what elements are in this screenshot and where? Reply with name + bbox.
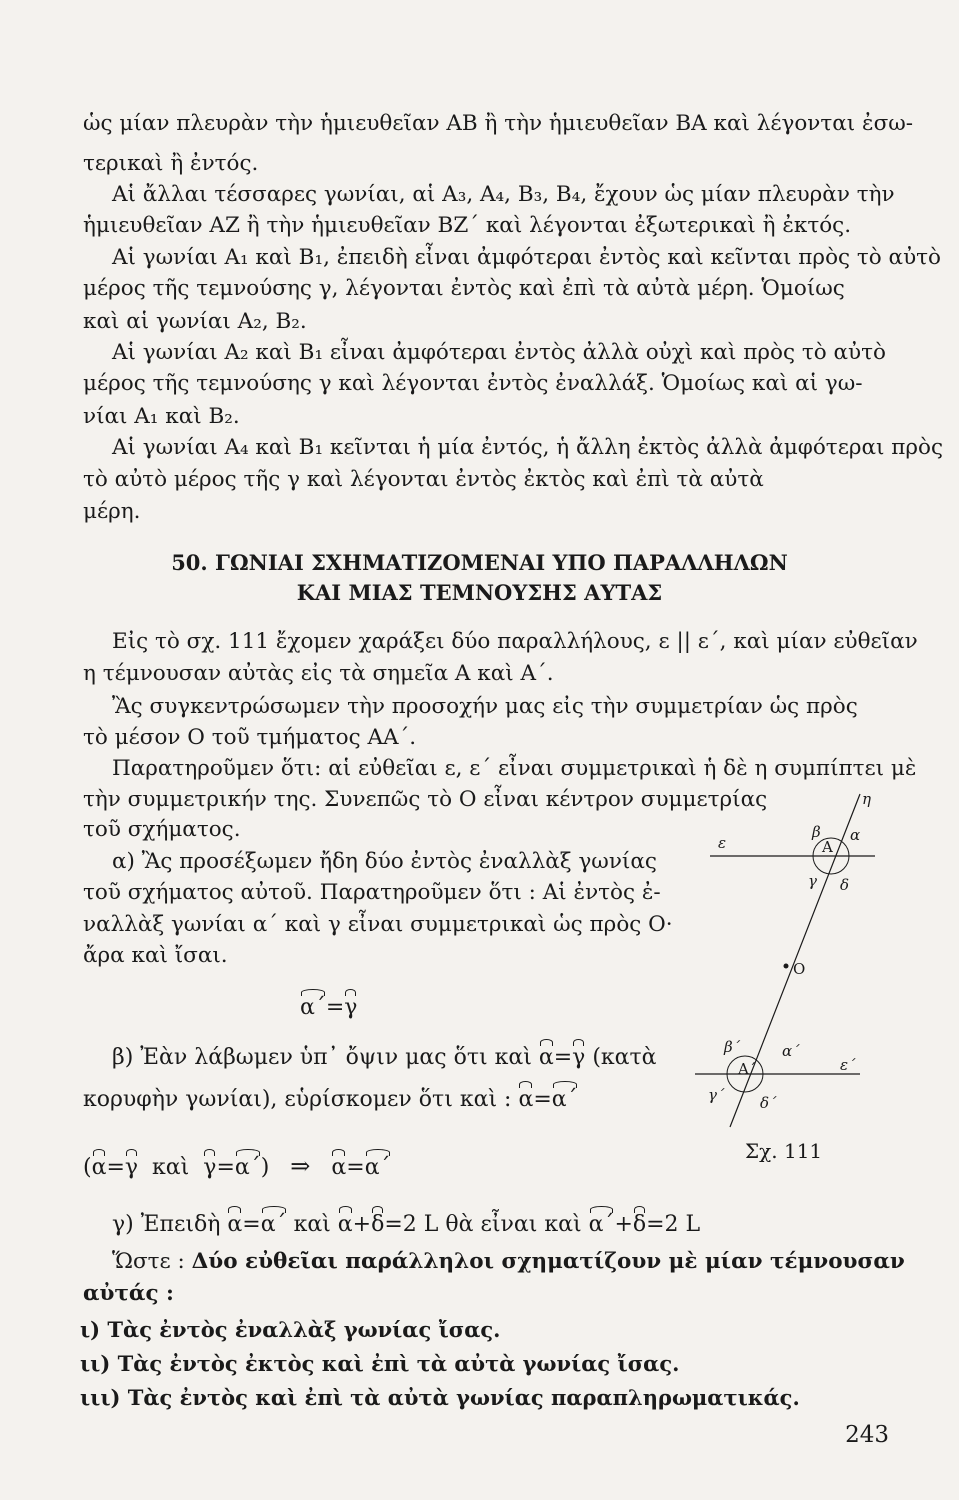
angle-symbol: γ (203, 1155, 217, 1180)
text-fragment: καὶ (152, 1155, 190, 1180)
conclusion-line: αὐτάς : (83, 1281, 174, 1306)
text-line: Αἱ γωνίαι Α₁ καὶ Β₁, ἐπειδὴ εἶναι ἀμφότεραι ἐντὸς καὶ κεῖνται πρὸς τὸ αὐτὸ (112, 245, 941, 270)
equation-beta: β) Ἐὰν λάβωμεν ὑπ᾽ ὄψιν μας ὅτι καὶ α=γ (κατὰ (112, 1045, 657, 1070)
angle-symbol: γ (344, 995, 358, 1020)
angle-symbol: α (518, 1087, 534, 1112)
text-line: τὸ μέσον Ο τοῦ τμήματος ΑΑ΄. (83, 725, 417, 750)
text-fragment: β) Ἐὰν λάβωμεν ὑπ᾽ ὄψιν μας ὅτι καὶ (112, 1045, 532, 1070)
text-fragment: =2 L θὰ εἶναι καὶ (384, 1212, 582, 1237)
text-fragment: κορυφὴν γωνίαι), εὑρίσκομεν ὅτι καὶ : (83, 1087, 512, 1112)
angle-symbol: δ (371, 1212, 385, 1237)
text-fragment: (κατὰ (592, 1045, 657, 1070)
text-fragment: καὶ (293, 1212, 331, 1237)
angle-symbol: α (337, 1212, 353, 1237)
text-line: ἡμιευθεῖαν ΑΖ ἢ τὴν ἡμιευθεῖαν ΒΖ΄ καὶ λέγονται ἐξωτερικαὶ ἢ ἐκτός. (83, 213, 852, 238)
text-line: Παρατηροῦμεν ὅτι: αἱ εὐθεῖαι ε, ε΄ εἶναι συμμετρικαὶ ἡ δὲ η συμπίπτει μὲ (112, 756, 917, 781)
equation-1: α΄=γ (300, 995, 358, 1020)
text-line: Ἂς συγκεντρώσωμεν τὴν προσοχήν μας εἰς τὴν συμμετρίαν ὡς πρὸς (112, 694, 858, 719)
conclusion-line (112, 1250, 912, 1274)
label-alpha-prime: α΄ (782, 1042, 800, 1060)
label-gamma-prime: γ΄ (708, 1086, 725, 1104)
angle-symbol: α (331, 1155, 347, 1180)
text-fragment: γ) Ἐπειδὴ (112, 1212, 221, 1237)
label-A-prime: Α΄ (738, 1060, 757, 1078)
label-delta-prime: δ΄ (760, 1094, 777, 1112)
section-heading: ΚΑΙ ΜΙΑΣ ΤΕΜΝΟΥΣΗΣ ΑΥΤΑΣ (296, 580, 663, 605)
label-delta: δ (840, 876, 850, 894)
label-O: Ο (793, 960, 806, 978)
list-item: ιιι) Τὰς ἐντὸς καὶ ἐπὶ τὰ αὐτὰ γωνίας παραπληρωματικάς. (80, 1385, 800, 1410)
text-line: μέρη. (83, 499, 141, 524)
text-line: τερικαὶ ἢ ἐντός. (83, 151, 259, 176)
list-item: ιι) Τὰς ἐντὸς ἐκτὸς καὶ ἐπὶ τὰ αὐτὰ γωνίας ἴσας. (80, 1351, 680, 1376)
angle-symbol: γ (572, 1045, 586, 1070)
text-line: ὡς μίαν πλευρὰν τὴν ἡμιευθεῖαν ΑΒ ἢ τὴν ἡμιευθεῖαν ΒΑ καὶ λέγονται ἐσω- (83, 111, 914, 136)
text-line: Εἰς τὸ σχ. 111 ἔχομεν χαράξει δύο παραλλήλους, ε || ε΄, καὶ μίαν εὐθεῖαν (112, 629, 918, 654)
text-line: ναλλὰξ γωνίαι α΄ καὶ γ εἶναι συμμετρικαὶ ὡς πρὸς Ο· (83, 912, 673, 937)
angle-symbol: α΄ (260, 1212, 287, 1237)
angle-symbol: α΄ (551, 1087, 578, 1112)
label-epsilon-prime: ε΄ (840, 1056, 856, 1074)
angle-symbol: α΄ (234, 1155, 261, 1180)
text-line: ἄρα καὶ ἴσαι. (83, 943, 228, 968)
label-epsilon: ε (718, 834, 727, 852)
label-eta: η (862, 790, 871, 808)
angle-symbol: α (91, 1155, 107, 1180)
text-line: Αἱ γωνίαι Α₂ καὶ Β₁ εἶναι ἀμφότεραι ἐντὸς ἀλλὰ οὐχὶ καὶ πρὸς τὸ αὐτὸ (112, 340, 886, 365)
text-line: Αἱ ἄλλαι τέσσαρες γωνίαι, αἱ Α₃, Α₄, Β₃, Β₄, ἔχουν ὡς μίαν πλευρὰν τὴν (112, 182, 895, 207)
label-alpha: α (850, 826, 861, 844)
text-fragment: =2 L (646, 1212, 701, 1237)
equation-implication: (α=γ καὶ γ=α΄) ⇒ α=α΄ (83, 1152, 391, 1180)
text-line: τοῦ σχήματος αὐτοῦ. Παρατηροῦμεν ὅτι : Αἱ ἐντὸς ἐ- (83, 880, 661, 905)
section-heading: 50. ΓΩΝΙΑΙ ΣΧΗΜΑΤΙΖΟΜΕΝΑΙ ΥΠΟ ΠΑΡΑΛΛΗΛΩΝ (171, 550, 788, 575)
page-number: 243 (845, 1422, 889, 1448)
list-item: ι) Τὰς ἐντὸς ἐναλλὰξ γωνίας ἴσας. (80, 1317, 501, 1342)
angle-symbol: α΄ (364, 1155, 391, 1180)
text-line: η τέμνουσαν αὐτὰς εἰς τὰ σημεῖα Α καὶ Α΄. (83, 661, 554, 686)
text-line: α) Ἂς προσέξωμεν ἤδη δύο ἐντὸς ἐναλλὰξ γωνίας (112, 849, 657, 874)
center-point-O (784, 964, 789, 969)
text-line: νίαι Α₁ καὶ Β₂. (83, 404, 240, 429)
angle-symbol: δ (632, 1212, 647, 1237)
angle-symbol: α΄ (300, 995, 326, 1020)
equation-beta-2: κορυφὴν γωνίαι), εὑρίσκομεν ὅτι καὶ : α=α΄ (83, 1087, 578, 1112)
figure-111 (690, 782, 890, 1142)
text-line: Αἱ γωνίαι Α₄ καὶ Β₁ κεῖνται ἡ μία ἐντός, ἡ ἄλλη ἐκτὸς ἀλλὰ ἀμφότεραι πρὸς (112, 435, 944, 460)
angle-symbol: α (538, 1045, 554, 1070)
label-beta: β (812, 823, 821, 841)
text-line: τὴν συμμετρικήν της. Συνεπῶς τὸ Ο εἶναι κέντρον συμμετρίας (83, 787, 768, 812)
equation-gamma: γ) Ἐπειδὴ α=α΄ καὶ α+δ=2 L θὰ εἶναι καὶ α΄+δ=2 L (112, 1212, 701, 1237)
text-line: τοῦ σχήματος. (83, 817, 241, 842)
angle-symbol: α (227, 1212, 243, 1237)
angle-symbol: γ (124, 1155, 139, 1180)
figure-caption: Σχ. 111 (745, 1139, 823, 1163)
angle-symbol: α΄ (588, 1212, 615, 1237)
text-line: τὸ αὐτὸ μέρος τῆς γ καὶ λέγονται ἐντὸς ἐκτὸς καὶ ἐπὶ τὰ αὐτὰ (83, 467, 764, 492)
label-gamma: γ (808, 872, 817, 890)
text-fragment: Ὥστε : (112, 1249, 185, 1274)
label-beta-prime: β΄ (724, 1038, 741, 1056)
text-line: καὶ αἱ γωνίαι Α₂, Β₂. (83, 309, 307, 334)
text-line: μέρος τῆς τεμνούσης γ καὶ λέγονται ἐντὸς ἐναλλάξ. Ὁμοίως καὶ αἱ γω- (83, 371, 863, 396)
label-A: Α (822, 838, 833, 856)
text-fragment: Δύο εὐθεῖαι παράλληλοι σχηματίζουν μὲ μίαν τέμνουσαν (191, 1249, 905, 1274)
text-line: μέρος τῆς τεμνούσης γ, λέγονται ἐντὸς καὶ ἐπὶ τὰ αὐτὰ μέρη. Ὁμοίως (83, 276, 845, 301)
